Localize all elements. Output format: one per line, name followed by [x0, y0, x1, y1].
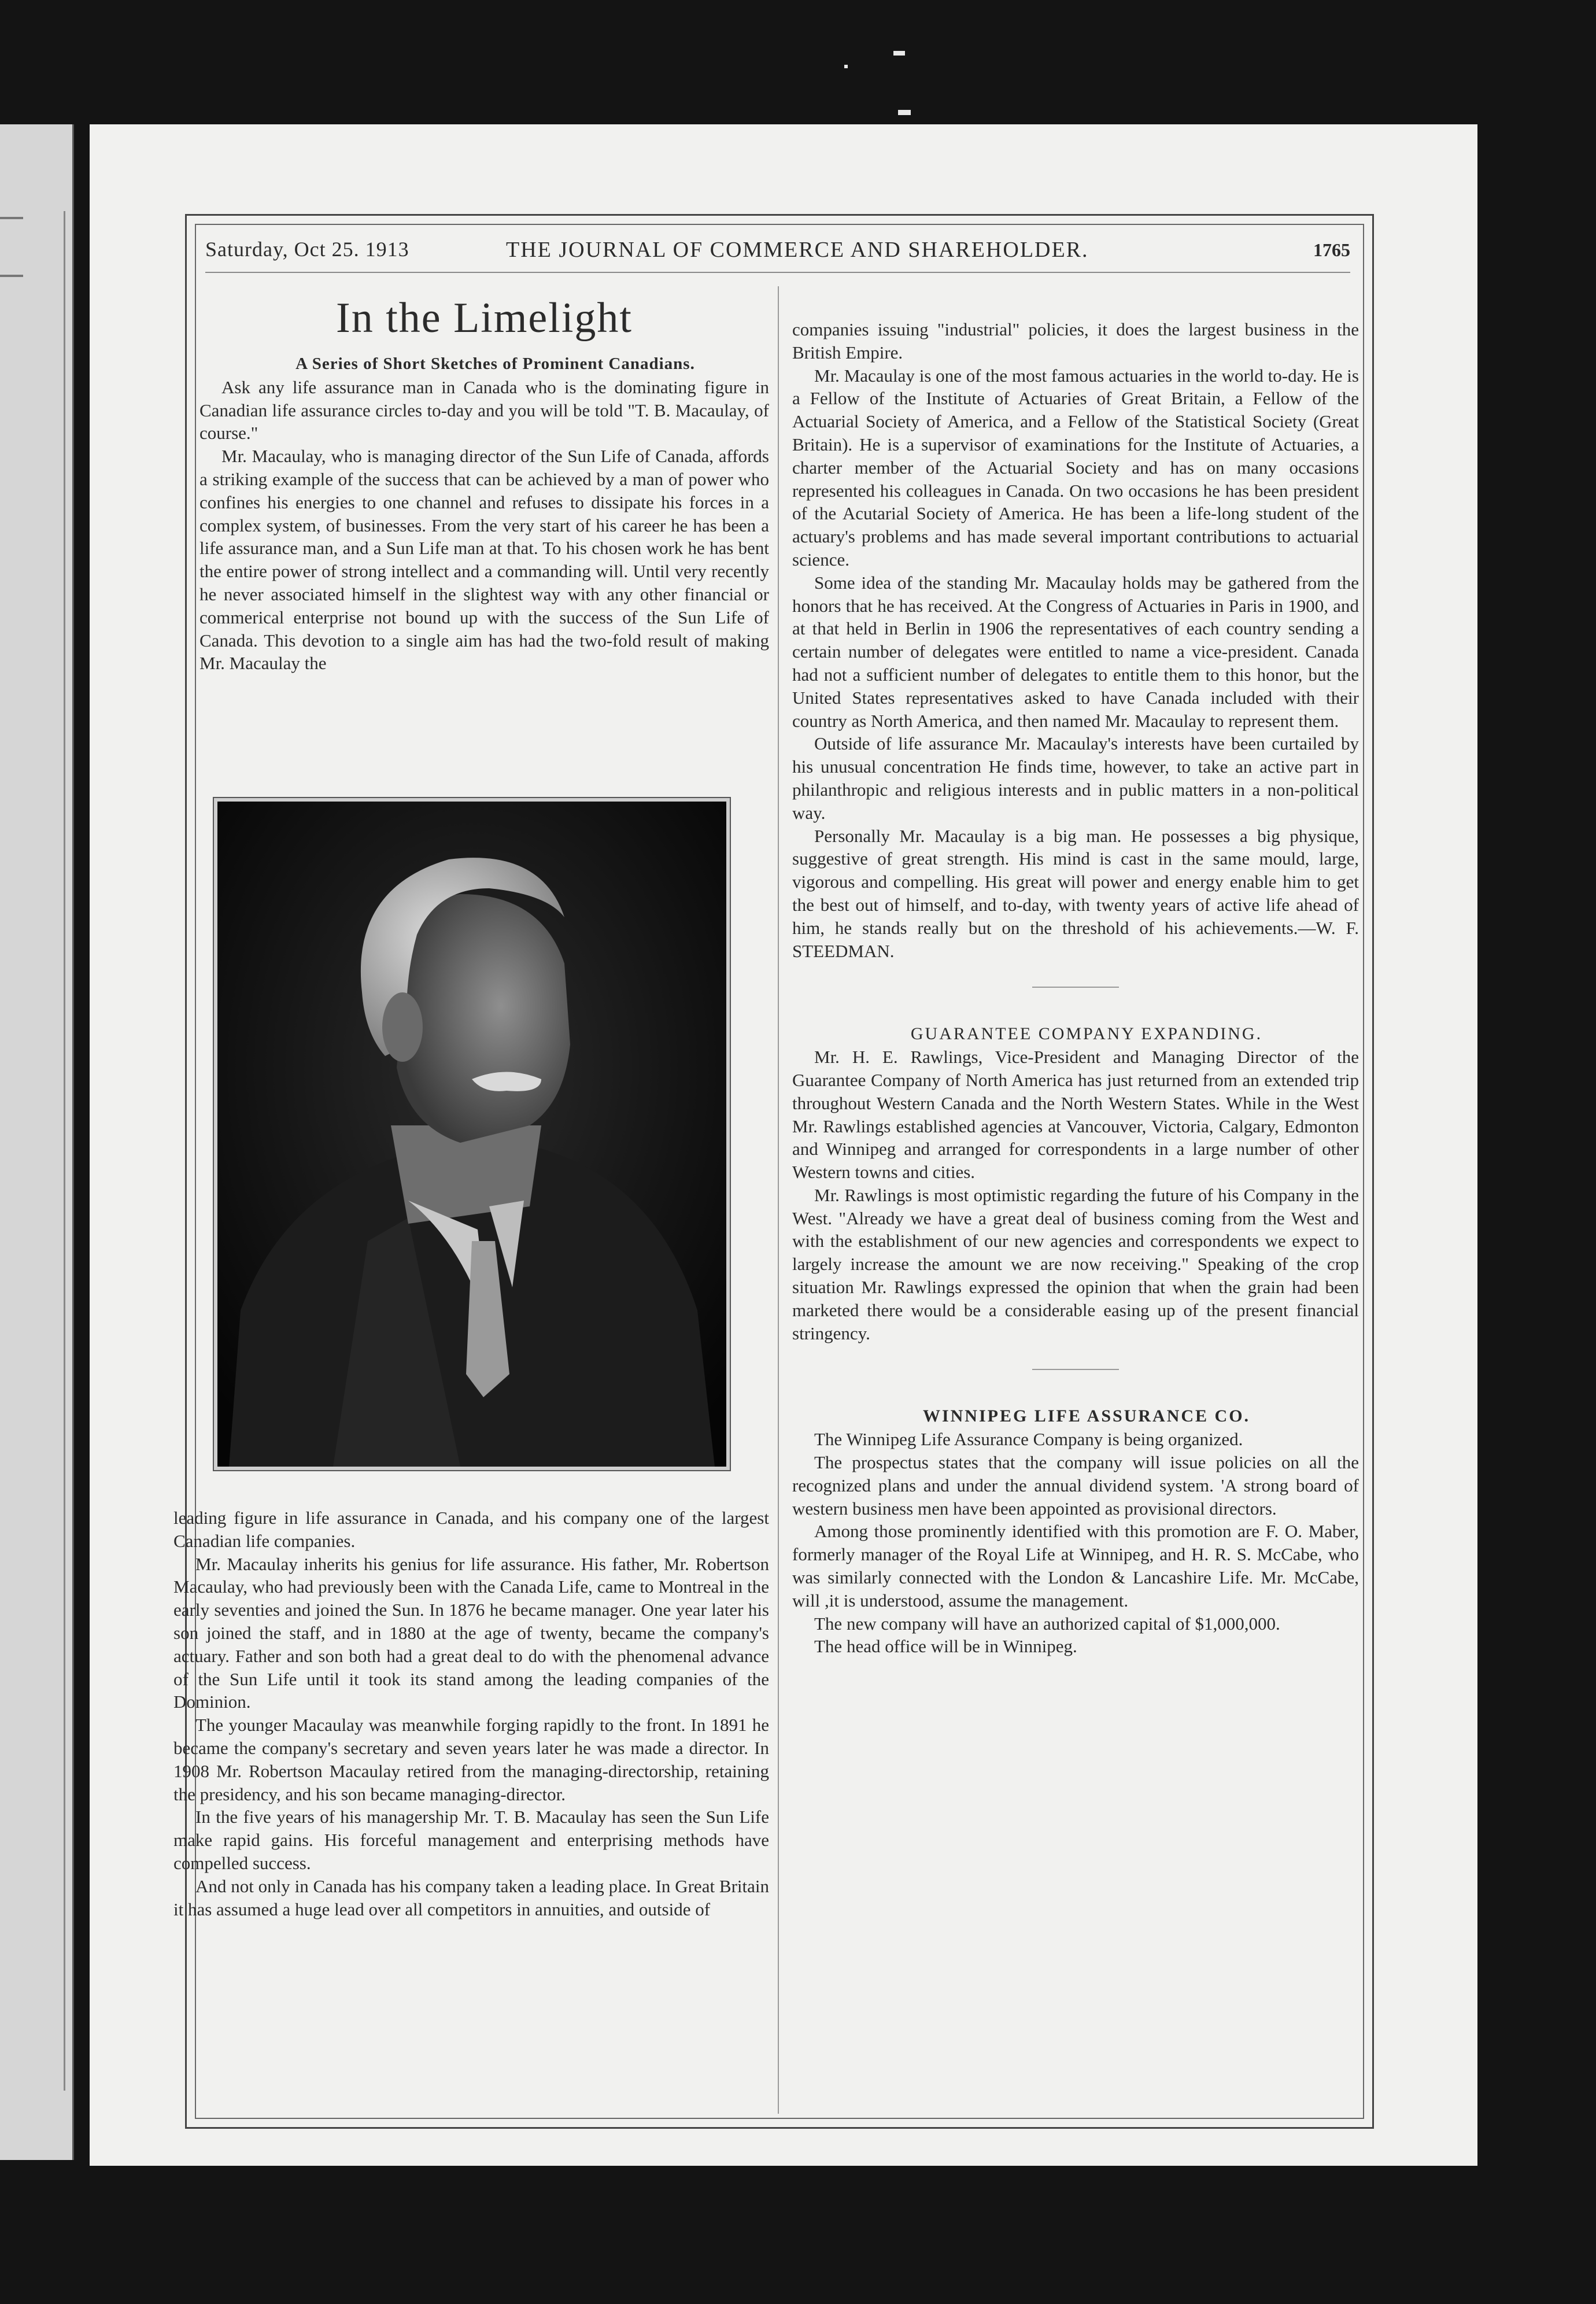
paragraph: The head office will be in Winnipeg. — [814, 1636, 1077, 1657]
paragraph: Among those prominently identified with this promotion are F. O. Maber, formerly manager of the Royal Life at Winnipeg, and H. R. S. McCabe, who was similarly connected with the London & Lancashire Life. Mr. McCabe, will ,it is understood, assume the management. — [792, 1521, 1359, 1611]
paragraph: In the five years of his managership Mr. T. B. Macaulay has seen the Sun Life make rapid gains. His forceful management and enterprising methods have compelled success. — [173, 1807, 769, 1873]
page-number: 1765 — [1313, 239, 1350, 260]
adjacent-page-edge — [0, 124, 74, 2160]
feature-subheadline: A Series of Short Sketches of Prominent Canadians. — [295, 355, 695, 373]
paragraph: The Winnipeg Life Assurance Company is being organized. — [814, 1429, 1243, 1450]
newspaper-page — [90, 124, 1477, 2166]
running-head — [205, 237, 1350, 273]
paragraph: Mr. Macaulay inherits his genius for life assurance. His father, Mr. Robertson Macaulay, who had previously been with the Canada Life, came to Montreal in the early seventies and joined the Sun. In 1876 he became manager. One year later his son joined the staff, and in 1880 at the age of twenty, became the company's actuary. Father and son both had a great deal to do with the phenomenal advance of the Sun Life until it took its stand among the leading companies of the Dominion. — [173, 1553, 769, 1712]
section-divider — [1032, 1369, 1119, 1370]
feature-column-top — [200, 295, 769, 675]
adjacent-column-line — [64, 211, 65, 2091]
section-divider — [1032, 987, 1119, 988]
paragraph: Mr. H. E. Rawlings, Vice-President and Managing Director of the Guarantee Company of North America has just returned from an extended trip throughout Western Canada and the North Western States. While in the West Mr. Rawlings established agencies at Vancouver, Victoria, Calgary, Edmonton and Winnipeg and arranged for correspondents in a large number of other Western towns and cities. — [792, 1047, 1359, 1183]
paragraph: Mr. Rawlings is most optimistic regarding the future of his Company in the West. "Already we have a great deal of business coming from the West and with the establishment of our new agencies and correspondents we expect to largely increase the amount we are now receiving." Speaking of the crop situation Mr. Rawlings expressed the opinion that when the grain had been marketed there would be a considerable easing up of the present financial stringency. — [792, 1184, 1359, 1343]
paragraph: companies issuing "industrial" policies, it does the largest business in the British Empire. — [792, 319, 1359, 363]
scan-speck — [898, 110, 911, 115]
portrait-image — [217, 802, 726, 1467]
paragraph: The new company will have an authorized capital of $1,000,000. — [814, 1613, 1280, 1634]
issue-date: Saturday, Oct 25. 1913 — [205, 238, 409, 261]
feature-headline: In the Limelight — [336, 294, 633, 342]
column-divider — [778, 286, 779, 2114]
scan-speck — [844, 65, 848, 68]
paragraph: leading figure in life assurance in Canada, and his company one of the largest Canadian life companies. — [173, 1508, 769, 1551]
paragraph: Personally Mr. Macaulay is a big man. He possesses a big physique, suggestive of great strength. His mind is cast in the same mould, large, vigorous and compelling. His great will power and energy enable him to get the best out of himself, and to-day, with twenty years of active life ahead of him, he stands really but on the threshold of his achievements.—W. F. STEEDMAN. — [792, 825, 1359, 961]
paragraph: The prospectus states that the company will issue policies on all the recognized plans and under the annual dividend system. 'A strong board of western business men have been appointed as provisional directors. — [792, 1452, 1359, 1519]
adjacent-rule — [0, 217, 23, 219]
publication-title: THE JOURNAL OF COMMERCE AND SHAREHOLDER. — [506, 238, 1089, 262]
article-heading-winnipeg: WINNIPEG LIFE ASSURANCE CO. — [922, 1406, 1251, 1426]
right-column — [792, 318, 1359, 1658]
paragraph: Ask any life assurance man in Canada who is the dominating figure in Canadian life assurance circles to-day and you will be told "T. B. Macaulay, of course." — [200, 376, 769, 444]
adjacent-rule — [0, 275, 23, 277]
paragraph: Mr. Macaulay is one of the most famous actuaries in the world to-day. He is a Fellow of the Institute of Actuaries of Great Britain, a Fellow of the Actuarial Society of America, and a Fellow of the Statistical Society (Great Britain). He is a supervisor of examinations for the Institute of Actuaries, a charter member of the Actuarial Society and has on many occasions represented his colleagues in Canada. On two occasions he has been president of the Acutarial Society of America. He has been a life-long student of the actuary's problems and has made several important contributions to actuarial science. — [792, 365, 1359, 570]
portrait-photo — [214, 798, 730, 1470]
article-heading-guarantee: GUARANTEE COMPANY EXPANDING. — [910, 1024, 1263, 1044]
feature-column-bottom — [173, 1507, 769, 1921]
paragraph: The younger Macaulay was meanwhile forging rapidly to the front. In 1891 he became the company's secretary and seven years later he was made a director. In 1908 Mr. Robertson Macaulay retired from the managing-directorship, retaining the presidency, and his son became managing-director. — [173, 1715, 769, 1804]
paragraph: Outside of life assurance Mr. Macaulay's interests have been curtailed by his unusual concentration He finds time, however, to take an active part in philanthropic and religious interests and in public matters in a non-political way. — [792, 733, 1359, 823]
paragraph: Mr. Macaulay, who is managing director of the Sun Life of Canada, affords a striking example of the success that can be achieved by a man of power who confines his energies to one channel and refuses to dissipate his forces in a complex system, of businesses. From the very start of his career he has been a life assurance man, and a Sun Life man at that. To his chosen work he has bent the entire power of strong intellect and a commanding will. Until very recently he never associated himself in the slightest way with any other financial or commerical enterprise not bound up with the success of the Sun Life of Canada. This devotion to a single aim has had the two-fold result of making Mr. Macaulay the — [200, 446, 769, 674]
scan-speck — [893, 51, 905, 56]
paragraph: Some idea of the standing Mr. Macaulay holds may be gathered from the honors that he has received. At the Congress of Actuaries in Paris in 1900, and at that held in Berlin in 1906 the representatives of each country sending a certain number of delegates were entitled to name a vice-president. Canada had not a sufficient number of delegates to entitle them to this honor, but the United States representatives asked to have Canada included with their country as North America, and then named Mr. Macaulay to represent them. — [792, 572, 1359, 731]
paragraph: And not only in Canada has his company taken a leading place. In Great Britain it has assumed a huge lead over all competitors in annuities, and outside of — [173, 1875, 769, 1919]
